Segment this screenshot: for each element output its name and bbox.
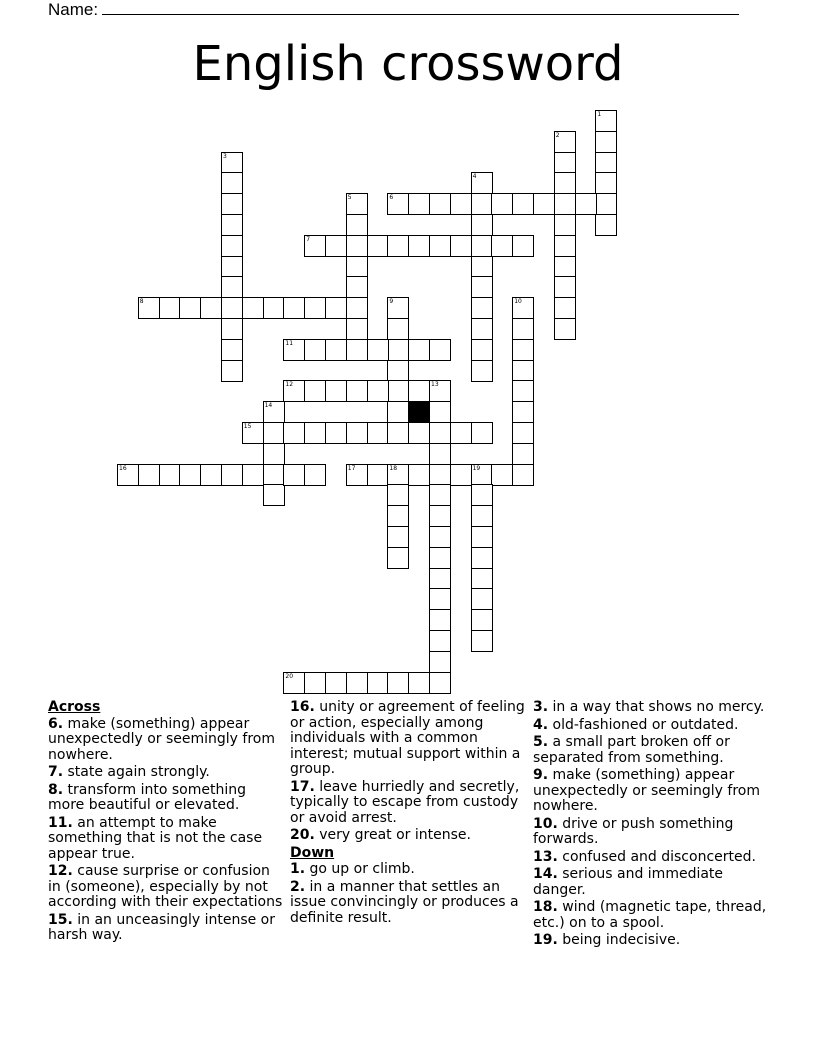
clue-text: go up or climb. [305, 861, 415, 877]
grid-cell[interactable] [221, 193, 243, 215]
grid-cell[interactable] [450, 235, 472, 257]
page-title: English crossword [192, 36, 624, 92]
grid-cell[interactable] [346, 214, 368, 236]
cell-number: 9 [389, 298, 394, 306]
grid-cell[interactable] [117, 464, 139, 486]
clue-text: state again strongly. [63, 764, 210, 780]
grid-cell[interactable] [471, 526, 493, 548]
grid-cell[interactable] [221, 256, 243, 278]
down-clue-list-continued [533, 700, 768, 949]
clue-text: leave hurriedly and secretly, typically to escape from custody or avoid arrest. [290, 778, 520, 826]
name-underline [102, 0, 739, 15]
grid-cell[interactable] [221, 235, 243, 257]
clue-down-9 [533, 768, 768, 815]
grid-cell[interactable] [367, 422, 389, 444]
grid-cell[interactable] [387, 297, 409, 319]
grid-cell[interactable] [595, 172, 617, 194]
grid-cell[interactable] [595, 214, 617, 236]
grid-cell[interactable] [138, 297, 160, 319]
down-heading: Down [290, 844, 335, 861]
clue-number: 16. [290, 699, 315, 715]
across-clue-list [48, 717, 286, 944]
clue-number: 15. [48, 911, 73, 928]
grid-cell[interactable] [325, 672, 347, 694]
grid-cell[interactable] [554, 256, 576, 278]
grid-cell[interactable] [471, 588, 493, 610]
grid-cell[interactable] [491, 235, 513, 257]
grid-cell[interactable] [221, 214, 243, 236]
grid-cell[interactable] [387, 401, 409, 423]
grid-cell[interactable] [429, 443, 451, 465]
cell-number: 18 [389, 464, 398, 472]
grid-cell[interactable] [471, 547, 493, 569]
cell-number: 13 [431, 381, 439, 389]
clue-number: 18. [533, 899, 558, 915]
grid-cell[interactable] [263, 401, 285, 423]
grid-cell[interactable] [387, 193, 409, 215]
cell-number: 14 [264, 402, 273, 410]
grid-cell[interactable] [491, 464, 513, 486]
grid-cell[interactable] [408, 422, 430, 444]
clue-across-8 [48, 783, 286, 814]
clue-number: 9. [533, 767, 549, 783]
grid-cell[interactable] [325, 235, 347, 257]
cell-number: 20 [285, 672, 294, 680]
clue-down-13 [533, 850, 768, 866]
grid-cell[interactable] [325, 339, 347, 361]
grid-cell[interactable] [575, 193, 597, 215]
grid-cell[interactable] [554, 214, 576, 236]
grid-cell[interactable] [242, 464, 264, 486]
grid-cell[interactable] [554, 297, 576, 319]
grid-cell[interactable] [387, 339, 409, 361]
grid-cell[interactable] [471, 339, 493, 361]
clue-number: 10. [533, 815, 558, 832]
clue-column-2 [290, 700, 528, 928]
grid-cell[interactable] [263, 297, 285, 319]
clue-text: wind (magnetic tape, thread, etc.) on to a spool. [533, 899, 767, 931]
grid-cell[interactable] [200, 464, 222, 486]
cell-number: 16 [119, 464, 127, 472]
clue-number: 17. [290, 778, 315, 795]
grid-cell[interactable] [283, 422, 305, 444]
grid-cell[interactable] [429, 401, 451, 423]
grid-cell[interactable] [159, 297, 181, 319]
grid-cell[interactable] [554, 235, 576, 257]
grid-cell[interactable] [429, 588, 451, 610]
grid-cell[interactable] [471, 297, 493, 319]
grid-cell[interactable] [387, 547, 409, 569]
clue-text: confused and disconcerted. [557, 848, 756, 865]
grid-cell[interactable] [429, 568, 451, 590]
grid-cell[interactable] [304, 297, 326, 319]
grid-cell[interactable] [429, 422, 451, 444]
grid-cell[interactable] [263, 484, 285, 506]
grid-cell[interactable] [471, 422, 493, 444]
clue-text: cause surprise or confusion in (someone), especially by not according with their expectations [48, 863, 283, 910]
cell-number: 10 [514, 298, 522, 306]
clue-across-6 [48, 717, 286, 764]
grid-cell[interactable] [367, 380, 389, 402]
grid-cell[interactable] [387, 422, 409, 444]
grid-cell[interactable] [429, 609, 451, 631]
grid-cell[interactable] [387, 360, 409, 382]
grid-cell[interactable] [221, 318, 243, 340]
grid-cell[interactable] [263, 443, 285, 465]
clue-text: serious and immediate danger. [533, 866, 724, 898]
grid-cell[interactable] [387, 526, 409, 548]
grid-cell[interactable] [283, 464, 305, 486]
grid-cell[interactable] [429, 193, 451, 215]
grid-cell[interactable] [408, 380, 430, 402]
grid-cell[interactable] [346, 422, 368, 444]
cell-number: 4 [472, 173, 477, 181]
grid-cell[interactable] [263, 422, 285, 444]
cell-number: 11 [285, 339, 294, 347]
grid-cell[interactable] [346, 276, 368, 298]
grid-cell[interactable] [471, 484, 493, 506]
grid-cell[interactable] [554, 318, 576, 340]
grid-cell[interactable] [367, 672, 389, 694]
clue-across-20 [290, 828, 528, 844]
grid-cell[interactable] [221, 172, 243, 194]
grid-cell[interactable] [304, 464, 326, 486]
cell-number: 19 [472, 464, 481, 472]
cell-number: 2 [555, 131, 560, 139]
grid-cell[interactable] [554, 193, 576, 215]
grid-cell[interactable] [325, 380, 347, 402]
grid-cell[interactable] [408, 672, 430, 694]
grid-cell[interactable] [387, 484, 409, 506]
cell-number: 15 [243, 423, 252, 430]
grid-cell[interactable] [554, 131, 576, 153]
cell-number: 3 [223, 152, 227, 160]
clue-down-10 [533, 817, 768, 848]
grid-cell[interactable] [221, 339, 243, 361]
cell-number: 1 [597, 111, 602, 118]
grid-cell[interactable] [387, 464, 409, 486]
clue-number: 5. [533, 734, 549, 750]
grid-cell[interactable] [471, 360, 493, 382]
grid-cell[interactable] [221, 360, 243, 382]
grid-cell[interactable] [367, 464, 389, 486]
grid-cell[interactable] [429, 464, 451, 486]
clue-text: make (something) appear unexpectedly or seemingly from nowhere. [533, 767, 760, 814]
clue-down-3 [533, 700, 768, 716]
grid-cell[interactable] [471, 172, 493, 194]
grid-cell[interactable] [471, 464, 493, 486]
grid-cell[interactable] [408, 193, 430, 215]
grid-cell[interactable] [429, 235, 451, 257]
grid-cell[interactable] [346, 672, 368, 694]
clue-across-17 [290, 780, 528, 827]
clue-down-5 [533, 735, 768, 766]
grid-cell[interactable] [283, 297, 305, 319]
clue-text: being indecisive. [557, 932, 681, 948]
grid-cell[interactable] [346, 235, 368, 257]
grid-cell[interactable] [346, 380, 368, 402]
clue-down-1 [290, 862, 528, 878]
cell-number: 17 [347, 464, 356, 472]
grid-cell[interactable] [512, 297, 534, 319]
grid-cell[interactable] [533, 193, 555, 215]
black-cell [408, 401, 430, 423]
grid-cell[interactable] [283, 339, 305, 361]
grid-cell[interactable] [471, 214, 493, 236]
grid-cell[interactable] [283, 380, 305, 402]
across-heading: Across [48, 699, 101, 715]
cell-number: 7 [306, 235, 311, 243]
grid-cell[interactable] [387, 235, 409, 257]
clue-number: 4. [533, 716, 549, 733]
grid-cell[interactable] [512, 318, 534, 340]
grid-cell[interactable] [512, 380, 534, 402]
grid-cell[interactable] [554, 276, 576, 298]
clue-number: 11. [48, 814, 73, 831]
grid-cell[interactable] [512, 193, 534, 215]
grid-cell[interactable] [367, 339, 389, 361]
clue-number: 2. [290, 878, 306, 895]
grid-cell[interactable] [179, 464, 201, 486]
grid-cell[interactable] [512, 235, 534, 257]
grid-cell[interactable] [512, 422, 534, 444]
grid-cell[interactable] [346, 193, 368, 215]
grid-cell[interactable] [471, 276, 493, 298]
grid-cell[interactable] [429, 672, 451, 694]
grid-cell[interactable] [283, 672, 305, 694]
cell-number: 6 [389, 194, 394, 202]
clue-column-3 [533, 700, 768, 951]
grid-cell[interactable] [450, 193, 472, 215]
grid-cell[interactable] [554, 152, 576, 174]
grid-cell[interactable] [387, 318, 409, 340]
clue-number: 19. [533, 932, 558, 948]
grid-cell[interactable] [595, 131, 617, 153]
grid-cell[interactable] [367, 235, 389, 257]
grid-cell[interactable] [554, 172, 576, 194]
cell-number: 8 [139, 298, 144, 306]
grid-cell[interactable] [471, 568, 493, 590]
clue-down-18 [533, 900, 768, 931]
grid-cell[interactable] [346, 318, 368, 340]
name-field[interactable] [48, 0, 739, 20]
grid-cell[interactable] [429, 380, 451, 402]
grid-cell[interactable] [200, 297, 222, 319]
grid-cell[interactable] [595, 152, 617, 174]
grid-cell[interactable] [325, 422, 347, 444]
grid-cell[interactable] [429, 526, 451, 548]
grid-cell[interactable] [221, 464, 243, 486]
grid-cell[interactable] [387, 505, 409, 527]
clue-number: 7. [48, 764, 64, 780]
grid-cell[interactable] [429, 547, 451, 569]
grid-cell[interactable] [304, 672, 326, 694]
name-label: Name: [48, 0, 99, 19]
grid-cell[interactable] [346, 256, 368, 278]
grid-cell[interactable] [159, 464, 181, 486]
clue-number: 14. [533, 866, 558, 882]
grid-cell[interactable] [429, 339, 451, 361]
grid-cell[interactable] [221, 152, 243, 174]
grid-cell[interactable] [429, 651, 451, 673]
clue-number: 8. [48, 781, 64, 798]
clue-number: 20. [290, 827, 315, 843]
grid-cell[interactable] [512, 443, 534, 465]
clue-text: unity or agreement of feeling or action, especially among individuals with a common interest; mutual support within a group. [290, 699, 525, 777]
down-clue-list [290, 862, 528, 926]
grid-cell[interactable] [346, 297, 368, 319]
grid-cell[interactable] [595, 110, 617, 132]
grid-cell[interactable] [450, 422, 472, 444]
grid-cell[interactable] [429, 630, 451, 652]
clue-text: in an unceasingly intense or harsh way. [48, 911, 275, 943]
grid-cell[interactable] [512, 401, 534, 423]
grid-cell[interactable] [471, 609, 493, 631]
clue-text: transform into something more beautiful or elevated. [48, 781, 246, 813]
grid-cell[interactable] [346, 464, 368, 486]
clue-down-2 [290, 880, 528, 927]
clue-across-7 [48, 765, 286, 781]
clue-text: drive or push something forwards. [533, 815, 734, 847]
grid-cell[interactable] [304, 235, 326, 257]
grid-cell[interactable] [304, 380, 326, 402]
clue-text: old-fashioned or outdated. [548, 716, 739, 733]
across-clue-list-continued [290, 700, 528, 844]
clue-text: make (something) appear unexpectedly or seemingly from nowhere. [48, 715, 275, 763]
grid-cell[interactable] [512, 339, 534, 361]
grid-cell[interactable] [471, 256, 493, 278]
clue-number: 13. [533, 848, 558, 865]
grid-cell[interactable] [221, 276, 243, 298]
grid-cell[interactable] [263, 464, 285, 486]
clue-across-11 [48, 816, 286, 863]
grid-cell[interactable] [304, 422, 326, 444]
grid-cell[interactable] [471, 505, 493, 527]
grid-cell[interactable] [595, 193, 617, 215]
clue-across-16 [290, 700, 528, 778]
grid-cell[interactable] [221, 297, 243, 319]
clue-number: 1. [290, 861, 306, 877]
grid-cell[interactable] [429, 505, 451, 527]
grid-cell[interactable] [387, 672, 409, 694]
grid-cell[interactable] [138, 464, 160, 486]
grid-cell[interactable] [471, 193, 493, 215]
grid-cell[interactable] [512, 464, 534, 486]
clue-down-14 [533, 867, 768, 898]
clue-across-12 [48, 864, 286, 911]
grid-cell[interactable] [471, 630, 493, 652]
clue-text: in a way that shows no mercy. [548, 699, 765, 715]
grid-cell[interactable] [408, 235, 430, 257]
grid-cell[interactable] [325, 297, 347, 319]
clue-text: a small part broken off or separated from something. [533, 734, 730, 766]
grid-cell[interactable] [346, 339, 368, 361]
clue-column-1 [48, 700, 286, 946]
clue-text: very great or intense. [314, 827, 471, 843]
grid-cell[interactable] [242, 297, 264, 319]
grid-cell[interactable] [471, 318, 493, 340]
grid-cell[interactable] [242, 422, 264, 444]
clue-number: 3. [533, 699, 549, 715]
clue-down-19 [533, 933, 768, 949]
grid-cell[interactable] [450, 464, 472, 486]
cell-number: 5 [347, 194, 352, 202]
grid-cell[interactable] [408, 464, 430, 486]
grid-cell[interactable] [304, 339, 326, 361]
clue-number: 6. [48, 715, 64, 732]
grid-cell[interactable] [512, 360, 534, 382]
clue-text: in a manner that settles an issue convincingly or produces a definite result. [290, 878, 519, 926]
grid-cell[interactable] [408, 339, 430, 361]
clue-number: 12. [48, 863, 73, 879]
grid-cell[interactable] [429, 484, 451, 506]
grid-cell[interactable] [179, 297, 201, 319]
clue-across-15 [48, 913, 286, 944]
cell-number: 12 [285, 381, 294, 389]
clue-text: an attempt to make something that is not the case appear true. [48, 814, 263, 862]
grid-cell[interactable] [387, 380, 409, 402]
clue-down-4 [533, 718, 768, 734]
grid-cell[interactable] [491, 193, 513, 215]
grid-cell[interactable] [471, 235, 493, 257]
